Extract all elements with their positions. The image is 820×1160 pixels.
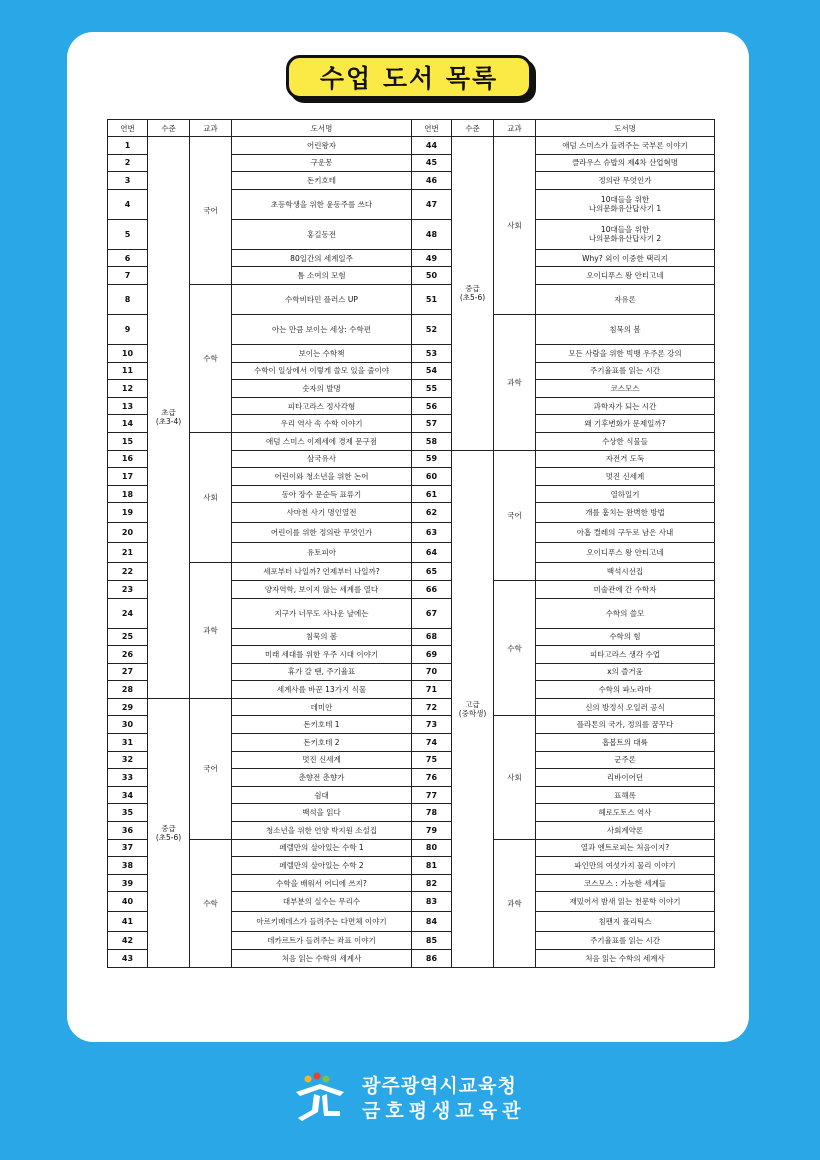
row-number: 42 bbox=[108, 932, 148, 950]
book-title: 페렐만의 살아있는 수학 1 bbox=[232, 839, 412, 857]
row-number: 34 bbox=[108, 786, 148, 804]
book-title: 자유론 bbox=[536, 284, 715, 314]
book-list-table bbox=[107, 119, 715, 968]
book-title: 데카르트가 들려주는 좌표 이야기 bbox=[232, 932, 412, 950]
book-title: Why? 외이 이중한 택리지 bbox=[536, 249, 715, 267]
level-cell: 중급 (초5-6) bbox=[148, 698, 190, 967]
book-title: 홍길동전 bbox=[232, 219, 412, 249]
book-title: 톰 소여의 모험 bbox=[232, 267, 412, 285]
header-subject: 교과 bbox=[494, 120, 536, 137]
book-title: 백석을 읽다 bbox=[232, 804, 412, 822]
row-number: 22 bbox=[108, 563, 148, 581]
row-number: 24 bbox=[108, 598, 148, 628]
subject-cell: 수학 bbox=[494, 580, 536, 716]
row-number: 17 bbox=[108, 468, 148, 486]
row-number: 40 bbox=[108, 892, 148, 912]
row-number: 18 bbox=[108, 485, 148, 503]
row-number: 66 bbox=[412, 580, 452, 598]
row-number: 10 bbox=[108, 344, 148, 362]
title-banner bbox=[286, 55, 534, 101]
row-number: 86 bbox=[412, 950, 452, 968]
book-title: 페렐만의 살아있는 수학 2 bbox=[232, 857, 412, 875]
book-title: 세계사를 바꾼 13가지 식물 bbox=[232, 681, 412, 699]
row-number: 11 bbox=[108, 362, 148, 380]
book-title: 파인만의 여섯가지 물리 이야기 bbox=[536, 857, 715, 875]
book-title: 피타고라스 정사각형 bbox=[232, 397, 412, 415]
level-cell: 중급 (초5-6) bbox=[452, 137, 494, 451]
book-title: 아르키메데스가 들려주는 다면체 이야기 bbox=[232, 912, 412, 932]
row-number: 32 bbox=[108, 751, 148, 769]
book-title: 아는 만큼 보이는 세상: 수학편 bbox=[232, 314, 412, 344]
row-number: 36 bbox=[108, 822, 148, 840]
row-number: 55 bbox=[412, 380, 452, 398]
book-title: 수학의 파노라마 bbox=[536, 681, 715, 699]
row-number: 20 bbox=[108, 523, 148, 543]
row-number: 68 bbox=[412, 628, 452, 646]
book-title: 수학비타민 플러스 UP bbox=[232, 284, 412, 314]
row-number: 50 bbox=[412, 267, 452, 285]
row-number: 60 bbox=[412, 468, 452, 486]
book-title: 수학이 일상에서 이렇게 쓸모 있을 줄이야 bbox=[232, 362, 412, 380]
row-number: 4 bbox=[108, 189, 148, 219]
row-number: 81 bbox=[412, 857, 452, 875]
book-title: 모든 사람을 위한 빅뱅 우주론 강의 bbox=[536, 344, 715, 362]
book-title: 재밌어서 밤새 읽는 천문학 이야기 bbox=[536, 892, 715, 912]
book-title: 처음 읽는 수학의 세계사 bbox=[536, 950, 715, 968]
book-title: x의 즐거움 bbox=[536, 663, 715, 681]
book-title: 정의란 무엇인가 bbox=[536, 172, 715, 190]
table-header-row bbox=[108, 120, 715, 137]
row-number: 21 bbox=[108, 543, 148, 563]
subject-cell: 수학 bbox=[190, 839, 232, 967]
book-title: 수학의 쓸모 bbox=[536, 598, 715, 628]
page-title: 수업 도서 목록 bbox=[286, 55, 532, 99]
row-number: 7 bbox=[108, 267, 148, 285]
row-number: 38 bbox=[108, 857, 148, 875]
row-number: 26 bbox=[108, 646, 148, 664]
row-number: 70 bbox=[412, 663, 452, 681]
book-title: 보이는 수학책 bbox=[232, 344, 412, 362]
row-number: 47 bbox=[412, 189, 452, 219]
row-number: 30 bbox=[108, 716, 148, 734]
row-number: 13 bbox=[108, 397, 148, 415]
level-cell: 고급 (중학생) bbox=[452, 450, 494, 967]
row-number: 73 bbox=[412, 716, 452, 734]
book-title: 군주론 bbox=[536, 751, 715, 769]
row-number: 37 bbox=[108, 839, 148, 857]
row-number: 45 bbox=[412, 154, 452, 172]
book-title: 표해록 bbox=[536, 786, 715, 804]
row-number: 41 bbox=[108, 912, 148, 932]
row-number: 12 bbox=[108, 380, 148, 398]
subject-cell: 사회 bbox=[494, 137, 536, 315]
education-office-logo bbox=[290, 1070, 350, 1122]
book-title: 쉼대 bbox=[232, 786, 412, 804]
book-title: 미래 세대를 위한 우주 시대 이야기 bbox=[232, 646, 412, 664]
book-title: 코스모스 bbox=[536, 380, 715, 398]
row-number: 65 bbox=[412, 563, 452, 581]
row-number: 59 bbox=[412, 450, 452, 468]
header-level: 수준 bbox=[148, 120, 190, 137]
book-title: 클라우스 슈밥의 제4차 산업혁명 bbox=[536, 154, 715, 172]
header-no: 연번 bbox=[108, 120, 148, 137]
row-number: 67 bbox=[412, 598, 452, 628]
header-book: 도서명 bbox=[536, 120, 715, 137]
table-row bbox=[108, 698, 715, 716]
row-number: 51 bbox=[412, 284, 452, 314]
book-title: 세포부터 나일까? 언제부터 나일까? bbox=[232, 563, 412, 581]
book-title: 미술관에 간 수학자 bbox=[536, 580, 715, 598]
row-number: 15 bbox=[108, 432, 148, 450]
book-title: 돈키호테 bbox=[232, 172, 412, 190]
book-title: 침팬지 폴리틱스 bbox=[536, 912, 715, 932]
book-title: 데미안 bbox=[232, 698, 412, 716]
row-number: 85 bbox=[412, 932, 452, 950]
book-title: 80일간의 세계일주 bbox=[232, 249, 412, 267]
row-number: 46 bbox=[412, 172, 452, 190]
row-number: 74 bbox=[412, 734, 452, 752]
row-number: 14 bbox=[108, 415, 148, 433]
row-number: 31 bbox=[108, 734, 148, 752]
book-title: 열과 엔트로피는 처음이지? bbox=[536, 839, 715, 857]
row-number: 44 bbox=[412, 137, 452, 155]
book-title: 지구가 너무도 사나운 날에는 bbox=[232, 598, 412, 628]
row-number: 75 bbox=[412, 751, 452, 769]
row-number: 72 bbox=[412, 698, 452, 716]
row-number: 23 bbox=[108, 580, 148, 598]
book-title: 오이디푸스 왕 안티고네 bbox=[536, 267, 715, 285]
header-no: 연번 bbox=[412, 120, 452, 137]
row-number: 25 bbox=[108, 628, 148, 646]
row-number: 64 bbox=[412, 543, 452, 563]
book-title: 침묵의 봄 bbox=[232, 628, 412, 646]
org-name-line2: 금호평생교육관 bbox=[362, 1100, 526, 1122]
book-title: 주기율표를 읽는 시간 bbox=[536, 362, 715, 380]
book-title: 열하일기 bbox=[536, 485, 715, 503]
book-title: 개를 훔치는 완벽한 방법 bbox=[536, 503, 715, 523]
book-title: 유토피아 bbox=[232, 543, 412, 563]
book-title: 오이디푸스 왕 안티고네 bbox=[536, 543, 715, 563]
row-number: 6 bbox=[108, 249, 148, 267]
book-title: 애덤 스미스 이제세에 경제 문구점 bbox=[232, 432, 412, 450]
book-title: 사마천 사기 명인열전 bbox=[232, 503, 412, 523]
book-title: 사회계약론 bbox=[536, 822, 715, 840]
book-title: 피타고라스 생각 수업 bbox=[536, 646, 715, 664]
book-title: 청소년을 위한 언양 박지원 소설집 bbox=[232, 822, 412, 840]
subject-cell: 과학 bbox=[494, 839, 536, 967]
book-title: 10대들을 위한 나의문화유산답사기 2 bbox=[536, 219, 715, 249]
book-title: 휴가 갈 땐, 주기율표 bbox=[232, 663, 412, 681]
table-body bbox=[108, 137, 715, 968]
row-number: 84 bbox=[412, 912, 452, 932]
book-title: 주기율표를 읽는 시간 bbox=[536, 932, 715, 950]
subject-cell: 국어 bbox=[190, 698, 232, 839]
row-number: 52 bbox=[412, 314, 452, 344]
book-title: 수상한 식물들 bbox=[536, 432, 715, 450]
book-title: 돈키호테 2 bbox=[232, 734, 412, 752]
row-number: 19 bbox=[108, 503, 148, 523]
row-number: 69 bbox=[412, 646, 452, 664]
book-title: 헤로도토스 역사 bbox=[536, 804, 715, 822]
row-number: 79 bbox=[412, 822, 452, 840]
row-number: 8 bbox=[108, 284, 148, 314]
book-title: 리바이어던 bbox=[536, 769, 715, 787]
table-row bbox=[108, 432, 715, 450]
row-number: 62 bbox=[412, 503, 452, 523]
subject-cell: 과학 bbox=[190, 563, 232, 699]
book-title: 우리 역사 속 수학 이야기 bbox=[232, 415, 412, 433]
row-number: 78 bbox=[412, 804, 452, 822]
row-number: 29 bbox=[108, 698, 148, 716]
subject-cell: 사회 bbox=[494, 716, 536, 839]
header-level: 수준 bbox=[452, 120, 494, 137]
row-number: 39 bbox=[108, 874, 148, 892]
book-title: 대부분의 실수는 무리수 bbox=[232, 892, 412, 912]
row-number: 83 bbox=[412, 892, 452, 912]
row-number: 5 bbox=[108, 219, 148, 249]
row-number: 28 bbox=[108, 681, 148, 699]
row-number: 54 bbox=[412, 362, 452, 380]
header-book: 도서명 bbox=[232, 120, 412, 137]
book-title: 홉봅트의 대륙 bbox=[536, 734, 715, 752]
row-number: 3 bbox=[108, 172, 148, 190]
row-number: 77 bbox=[412, 786, 452, 804]
book-title: 플라톤의 국가, 정의를 꿈꾸다 bbox=[536, 716, 715, 734]
row-number: 57 bbox=[412, 415, 452, 433]
row-number: 33 bbox=[108, 769, 148, 787]
row-number: 27 bbox=[108, 663, 148, 681]
header-subject: 교과 bbox=[190, 120, 232, 137]
row-number: 9 bbox=[108, 314, 148, 344]
book-title: 코스모스 : 가능한 세계들 bbox=[536, 874, 715, 892]
book-title: 돈키호테 1 bbox=[232, 716, 412, 734]
row-number: 48 bbox=[412, 219, 452, 249]
row-number: 16 bbox=[108, 450, 148, 468]
book-title: 침묵의 봄 bbox=[536, 314, 715, 344]
book-title: 멋진 신세계 bbox=[232, 751, 412, 769]
book-title: 수학을 배워서 어디에 쓰지? bbox=[232, 874, 412, 892]
book-title: 삼국유사 bbox=[232, 450, 412, 468]
book-title: 수학의 힘 bbox=[536, 628, 715, 646]
row-number: 63 bbox=[412, 523, 452, 543]
book-title: 아홉 켤레의 구두로 남은 사내 bbox=[536, 523, 715, 543]
book-title: 애덤 스미스가 들려주는 국부론 이야기 bbox=[536, 137, 715, 155]
table-row bbox=[108, 137, 715, 155]
book-title: 자전거 도둑 bbox=[536, 450, 715, 468]
row-number: 35 bbox=[108, 804, 148, 822]
subject-cell: 국어 bbox=[494, 450, 536, 580]
row-number: 71 bbox=[412, 681, 452, 699]
row-number: 53 bbox=[412, 344, 452, 362]
book-title: 왜 기후변화가 문제일까? bbox=[536, 415, 715, 433]
org-name-line1: 광주광역시교육청 bbox=[362, 1075, 517, 1097]
book-title: 신의 방정식 오일러 공식 bbox=[536, 698, 715, 716]
subject-cell: 국어 bbox=[190, 137, 232, 285]
row-number: 82 bbox=[412, 874, 452, 892]
book-title: 백석시선집 bbox=[536, 563, 715, 581]
row-number: 2 bbox=[108, 154, 148, 172]
book-title: 처음 읽는 수학의 세계사 bbox=[232, 950, 412, 968]
row-number: 61 bbox=[412, 485, 452, 503]
subject-cell: 과학 bbox=[494, 314, 536, 450]
book-title: 초등학생을 위한 윤동주를 쓰다 bbox=[232, 189, 412, 219]
row-number: 80 bbox=[412, 839, 452, 857]
book-title: 과학자가 되는 시간 bbox=[536, 397, 715, 415]
row-number: 58 bbox=[412, 432, 452, 450]
book-title: 구운몽 bbox=[232, 154, 412, 172]
row-number: 56 bbox=[412, 397, 452, 415]
book-title: 어린왕자 bbox=[232, 137, 412, 155]
book-title: 어린이와 청소년을 위한 논어 bbox=[232, 468, 412, 486]
book-title: 어린이를 위한 정의란 무엇인가 bbox=[232, 523, 412, 543]
book-title: 멋진 신세계 bbox=[536, 468, 715, 486]
row-number: 1 bbox=[108, 137, 148, 155]
book-title: 동아 장수 문순득 표류기 bbox=[232, 485, 412, 503]
book-title: 춘향전 춘향가 bbox=[232, 769, 412, 787]
row-number: 49 bbox=[412, 249, 452, 267]
book-title: 10대들을 위한 나의문화유산답사기 1 bbox=[536, 189, 715, 219]
table-row bbox=[108, 839, 715, 857]
book-title: 양자역학, 보이지 않는 세계를 열다 bbox=[232, 580, 412, 598]
subject-cell: 사회 bbox=[190, 432, 232, 562]
row-number: 76 bbox=[412, 769, 452, 787]
table-row bbox=[108, 563, 715, 581]
row-number: 43 bbox=[108, 950, 148, 968]
subject-cell: 수학 bbox=[190, 284, 232, 432]
table-row bbox=[108, 284, 715, 314]
book-title: 숫자의 발명 bbox=[232, 380, 412, 398]
level-cell: 초급 (초3-4) bbox=[148, 137, 190, 699]
